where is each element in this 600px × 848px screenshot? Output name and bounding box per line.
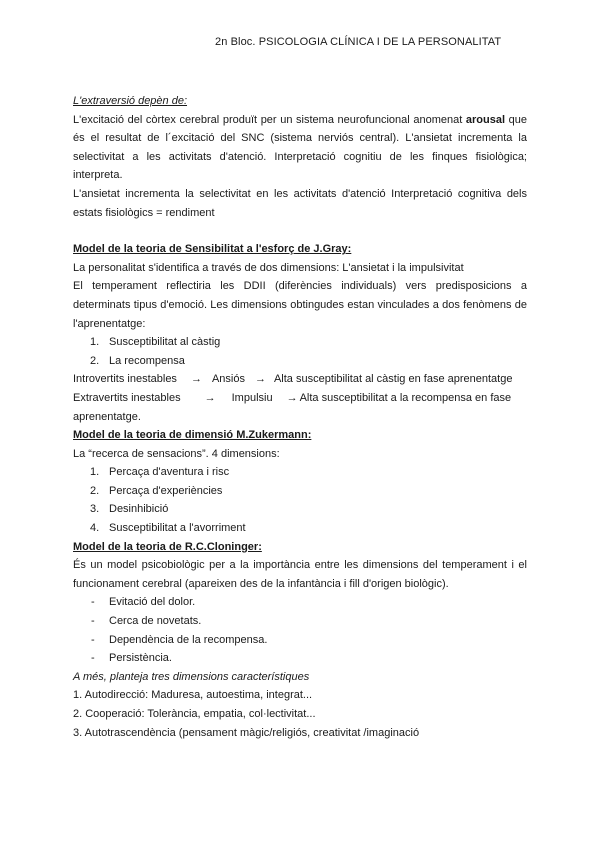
arrow-icon: → [254,373,266,386]
list-number: 1. [90,336,100,349]
introvertits-row [73,370,527,389]
list-item-text: Susceptibilitat al càstig [109,336,221,349]
list-dash: - [91,652,95,665]
arrow-icon: → [190,373,202,386]
list-item [73,352,527,371]
list-item-text: Desinhibició [109,503,169,516]
list-dash: - [91,615,95,628]
paragraph-cloninger: És un model psicobiològic per a la importància entre les dimensions del temperament i el funcionament cerebral (apareixen des de la infantància i fill d'origen biològic). [73,559,527,590]
paragraph-arousal-text-b: que és el resultat de l´excitació del SNC (sistema nerviós central). L'ansietat incrementa la selectivitat a les activitats d'atenció. Interpretació cognitiu de les finques fisiològica; interpreta. [73,113,527,182]
arousal-term: arousal [465,113,506,126]
list-item-text: Percaça d'aventura i risc [109,466,230,479]
list-item [73,482,527,501]
page-header: 2n Bloc. PSICOLOGIA CLÍNICA I DE LA PERSONALITAT [215,36,502,48]
list-dash: - [91,633,95,646]
list-item [73,649,527,668]
section-zukermann-title: Model de la teoria de dimensió M.Zukermann: [73,429,312,442]
dimension-line: 2. Cooperació: Tolerància, empatia, col·lectivitat... [73,708,316,720]
gray-list [73,333,527,370]
list-item-text: Persistència. [109,652,172,665]
row-label: Extravertits inestables [73,391,181,404]
paragraph-ansietat: L'ansietat incrementa la selectivitat en les activitats d'atenció Interpretació cognitiva dels estats fisiològics = rendiment [73,187,527,219]
list-dash: - [91,596,95,609]
spacer [73,222,527,240]
list-item [73,593,527,612]
section-gray-title: Model de la teoria de Sensibilitat a l'esforç de J.Gray: [73,243,352,256]
list-item [73,500,527,519]
extravertits-row-cont: aprenentatge. [73,410,141,423]
list-item-text: Susceptibilitat a l'avorriment [109,522,246,535]
row-description: Alta susceptibilitat a la recompensa en fase [299,391,512,404]
list-item-text: Evitació del dolor. [109,596,196,609]
zukermann-list [73,463,527,537]
row-term: Ansiós [211,373,245,386]
paragraph-gray-1: La personalitat s'identifica a través de dos dimensions: L'ansietat i la impulsivitat [73,261,464,274]
list-item-text: Dependència de la recompensa. [109,633,268,646]
list-number: 2. [90,354,100,367]
list-number: 1. [90,466,100,479]
list-item-text: Cerca de novetats. [109,615,202,628]
cloninger-list [73,593,527,667]
row-label: Introvertits inestables [73,373,177,386]
list-item [73,612,527,631]
paragraph-gray-2: El temperament reflectiria les DDII (diferències individuals) vers predisposicions a determinats tipus d'emoció. Les dimensions obtingudes estan vinculades a dos fenòmens de l'aprenentatge: [73,280,527,330]
list-number: 2. [90,484,100,497]
list-item [73,463,527,482]
list-number: 4. [90,522,100,535]
list-number: 3. [90,503,100,516]
list-item [73,333,527,352]
paragraph-zukermann: La “recerca de sensacions”. 4 dimensions: [73,447,280,460]
characteristic-dimensions-intro: A més, planteja tres dimensions característiques [73,670,310,683]
list-item-text: Percaça d'experiències [109,484,223,497]
paragraph-arousal [73,111,527,185]
list-item [73,519,527,538]
section-cloninger-title: Model de la teoria de R.C.Cloninger: [73,540,262,553]
row-description: Alta susceptibilitat al càstig en fase aprenentatge [273,373,513,386]
list-item-text: La recompensa [109,354,185,367]
dimension-line: 3. Autotrascendència (pensament màgic/religiós, creativitat /imaginació [73,726,420,739]
document-body [73,92,527,742]
section-extraversio-title: L'extraversió depèn de: [73,95,188,107]
arrow-icon: → [204,391,216,404]
extravertits-row [73,389,527,408]
row-term: Impulsiu [231,391,273,404]
arrow-icon: → [286,391,298,404]
list-item [73,631,527,650]
dimension-line: 1. Autodirecció: Maduresa, autoestima, integrat... [73,689,313,702]
paragraph-arousal-text-a: L'excitació del còrtex cerebral produït per un sistema neurofuncional anomenat [73,113,466,126]
